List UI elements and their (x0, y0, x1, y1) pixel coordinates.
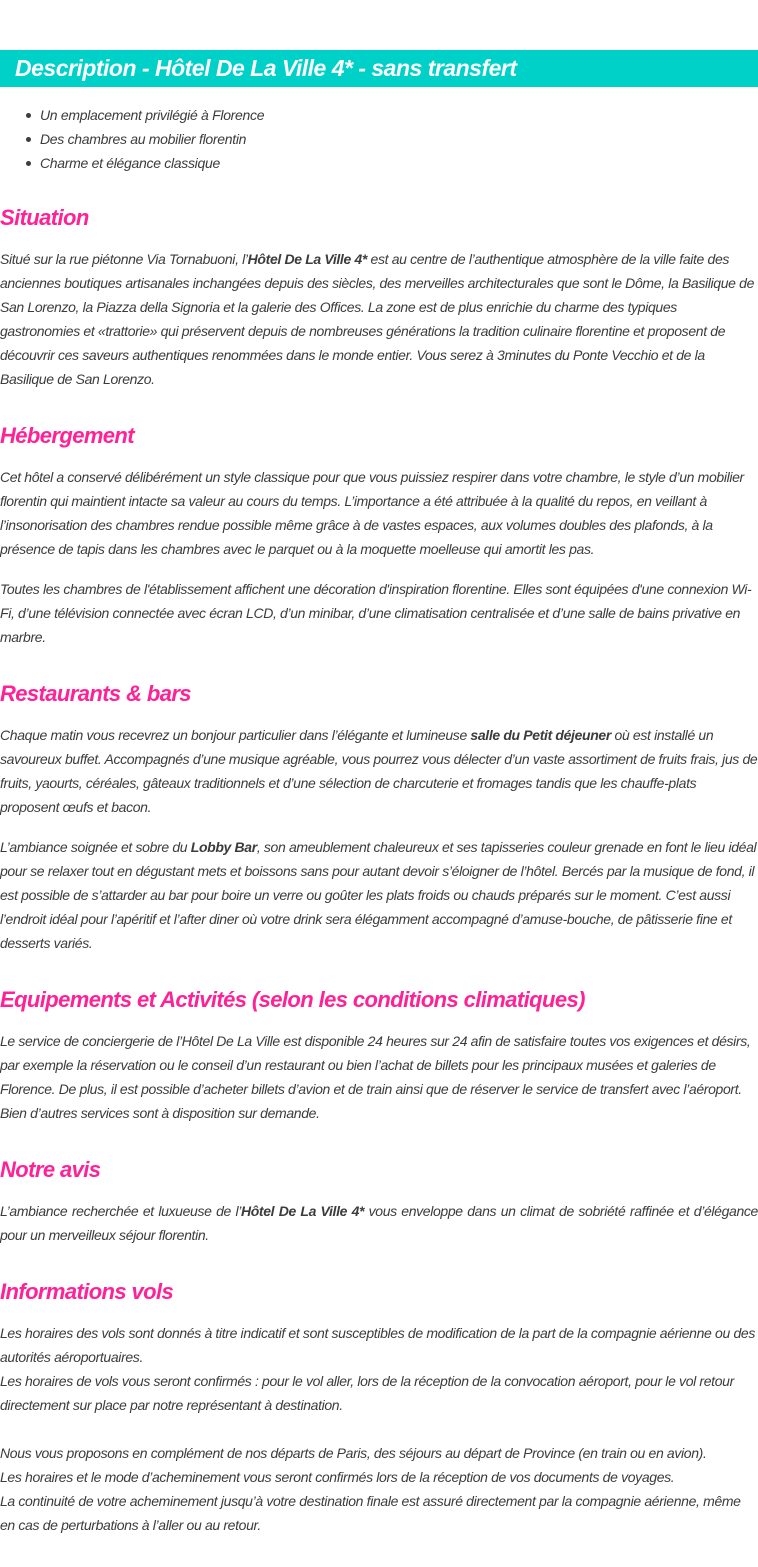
page-title: Description - Hôtel De La Ville 4* - sans transfert (15, 55, 517, 81)
section-heading-restaurants: Restaurants & bars (0, 681, 191, 706)
section-avis (0, 1155, 758, 1247)
section-heading-situation: Situation (0, 205, 89, 230)
restaurants-paragraph-1 (0, 723, 758, 819)
equipements-paragraph: Le service de conciergerie de l’Hôtel De La Ville est disponible 24 heures sur 24 afin de satisfaire toutes vos exigences et désirs, par exemple la réservation ou le conseil d’un restaurant ou bien l’achat de billets pour les principaux musées et galeries de Florence. De plus, il est possible d’acheter billets d’avion et de train ainsi que de réserver le service de transfert avec l’aéroport. Bien d’autres services sont à disposition sur demande. (0, 1033, 751, 1121)
text-segment: L’ambiance soignée et sobre du (0, 839, 191, 855)
vols-line: Les horaires et le mode d’acheminement vous seront confirmés lors de la réception de vos documents de voyages. (0, 1469, 675, 1485)
text-segment: vous enveloppe dans un climat de sobriété raffinée et d’élégance pour un merveilleux séjour florentin. (0, 1203, 758, 1243)
section-hebergement (0, 421, 758, 649)
hebergement-paragraph-2: Toutes les chambres de l'établissement affichent une décoration d'inspiration florentine. Elles sont équipées d'une connexion Wi-Fi, d’une télévision connectée avec écran LCD, d’un minibar, d’une climatisation centralisée et d’une salle de bains privative en marbre. (0, 581, 752, 645)
section-heading-equipements: Equipements et Activités (selon les conditions climatiques) (0, 987, 585, 1012)
hebergement-paragraph-1: Cet hôtel a conservé délibérément un style classique pour que vous puissiez respirer dans votre chambre, le style d’un mobilier florentin qui maintient intacte sa valeur au cours du temps. L’importance a été attribuée à la qualité du repos, en veillant à l’insonorisation des chambres rendue possible même grâce à de vastes espaces, aux volumes doubles des plafonds, à la présence de tapis dans les chambres avec le parquet ou à la moquette moelleuse qui amortit les pas. (0, 469, 744, 557)
text-segment: L’ambiance recherchée et luxueuse de l’ (0, 1203, 241, 1219)
vols-line: Nous vous proposons en complément de nos départs de Paris, des séjours au départ de Province (en train ou en avion). (0, 1445, 707, 1461)
vols-line: Les horaires des vols sont donnés à titre indicatif et sont susceptibles de modification de la part de la compagnie aérienne ou des autorités aéroportuaires. (0, 1325, 755, 1365)
vols-line: Les horaires de vols vous seront confirmés : pour le vol aller, lors de la réception de la convocation aéroport, pour le vol retour directement sur place par notre représentant à destination. (0, 1373, 734, 1413)
text-segment: Chaque matin vous recevrez un bonjour particulier dans l’élégante et lumineuse (0, 727, 471, 743)
description-title-bar (0, 50, 758, 87)
situation-paragraph (0, 247, 758, 391)
highlight-item: Charme et élégance classique (40, 151, 758, 175)
highlight-item: Des chambres au mobilier florentin (40, 127, 758, 151)
hotel-name-bold: Hôtel De La Ville 4* (240, 1203, 365, 1219)
text-segment: Situé sur la rue piétonne Via Tornabuoni, l’ (0, 251, 248, 267)
vols-paragraph-2 (0, 1441, 758, 1537)
text-segment: est au centre de l’authentique atmosphère de la ville faite des anciennes boutiques artisanales inchangées depuis des siècles, des merveilles architecturales que sont le Dôme, la Basilique de San Lorenzo, la Piazza della Signoria et la galerie des Offices. La zone est de plus enrichie du charme des typiques gastronomies et «trattorie» qui préservent depuis de nombreuses générations la tradition culinaire florentine et proposent de découvrir ces saveurs authentiques renommées dans le monde entier. Vous serez à 3minutes du Ponte Vecchio et de la Basilique de San Lorenzo. (0, 251, 755, 387)
highlight-item: Un emplacement privilégié à Florence (40, 103, 758, 127)
text-segment: où est installé un savoureux buffet. Accompagnés d’une musique agréable, vous pourrez vous délecter d’un vaste assortiment de fruits frais, jus de fruits, yaourts, céréales, gâteaux traditionnels et d’une sélection de charcuterie et fromages tandis que les chauffe-plats proposent œufs et bacon. (0, 727, 758, 815)
section-heading-vols: Informations vols (0, 1279, 174, 1304)
section-heading-hebergement: Hébergement (0, 423, 134, 448)
hotel-name-bold: Hôtel De La Ville 4* (247, 251, 367, 267)
section-restaurants (0, 679, 758, 955)
lobby-bar-bold: Lobby Bar (190, 839, 257, 855)
section-situation (0, 203, 758, 391)
section-heading-avis: Notre avis (0, 1157, 101, 1182)
vols-paragraph-1 (0, 1321, 758, 1417)
section-vols (0, 1277, 758, 1537)
restaurants-paragraph-2 (0, 835, 758, 955)
vols-line: La continuité de votre acheminement jusqu’à votre destination finale est assuré directement par la compagnie aérienne, même en cas de perturbations à l’aller ou au retour. (0, 1493, 741, 1533)
breakfast-room-bold: salle du Petit déjeuner (470, 727, 611, 743)
avis-paragraph (0, 1199, 758, 1247)
highlights-list (0, 103, 758, 175)
section-equipements (0, 985, 758, 1125)
text-segment: , son ameublement chaleureux et ses tapisseries couleur grenade en font le lieu idéal pour se relaxer tout en dégustant mets et boissons sans pour autant devoir s’éloigner de l’hôtel. Bercés par la musique de fond, il est possible de s’attarder au bar pour boire un verre ou goûter les plats froids ou chauds préparés sur le moment. C’est aussi l’endroit idéal pour l’apéritif et l’after diner où votre drink sera élégamment accompagné d’amuse-bouche, de pâtisserie fine et desserts variés. (0, 839, 757, 951)
